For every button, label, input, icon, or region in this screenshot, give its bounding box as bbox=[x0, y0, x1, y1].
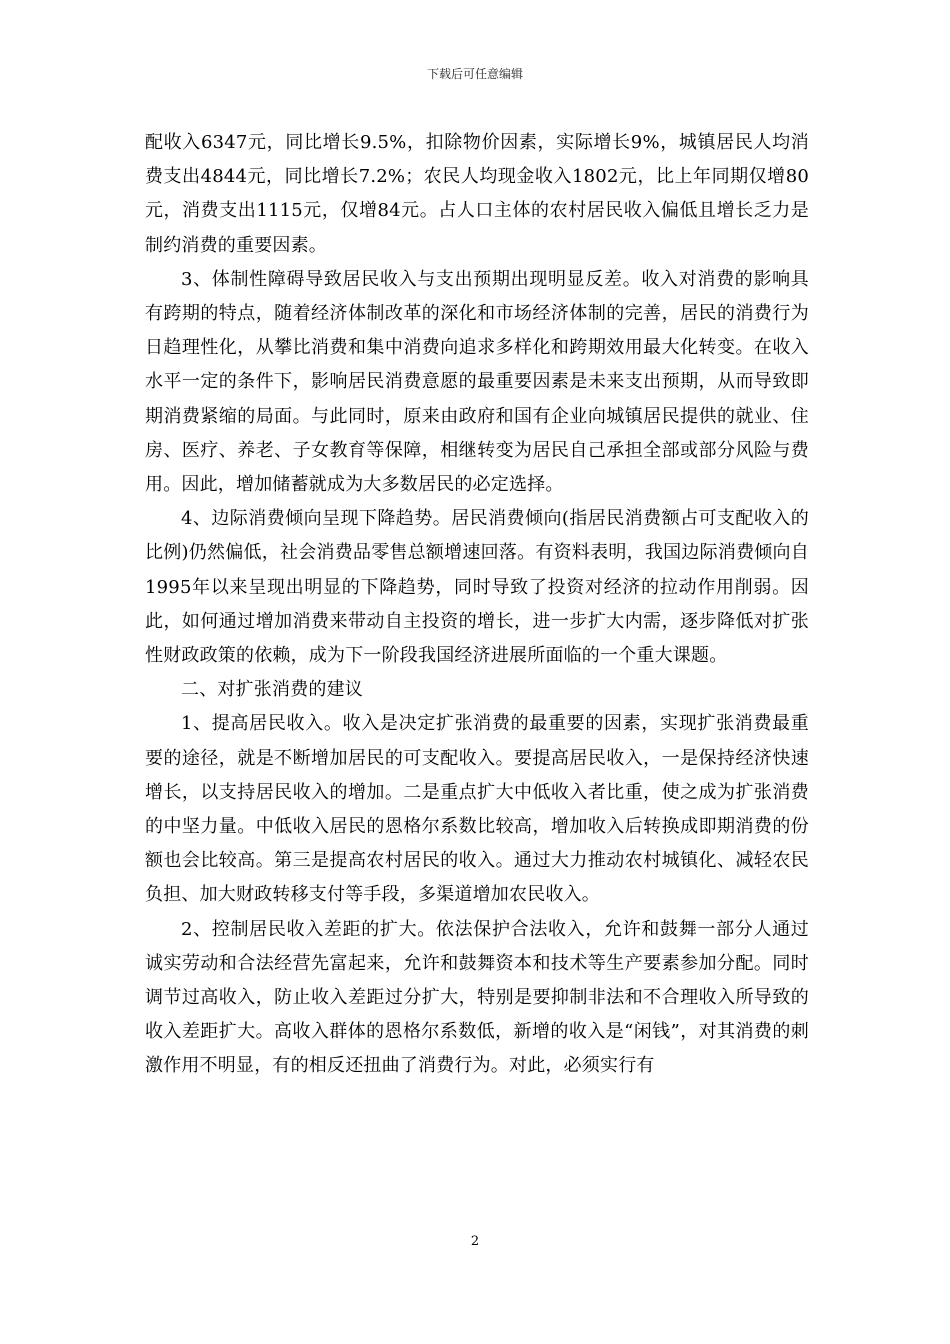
paragraph-marginal-propensity: 4、边际消费倾向呈现下降趋势。居民消费倾向(指居民消费额占可支配收入的比例)仍然偏低，社会消费品零售总额增速回落。有资料表明，我国边际消费倾向自1995年以来呈现出明显的下降趋势，同时导致了投资对经济的拉动作用削弱。因此，如何通过增加消费来带动自主投资的增长，进一步扩大内需，逐步降低对扩张性财政政策的依赖，成为下一阶段我国经济进展所面临的一个重大课题。 bbox=[145, 508, 809, 667]
page-number: 2 bbox=[470, 1234, 480, 1249]
section-heading-suggestions: 二、对扩张消费的建议 bbox=[181, 679, 363, 701]
page-header: 下载后可任意编辑 bbox=[426, 67, 523, 81]
document-body bbox=[145, 126, 809, 1084]
paragraph-institutional-barriers: 3、体制性障碍导致居民收入与支出预期出现明显反差。收入对消费的影响具有跨期的特点，随着经济体制改革的深化和市场经济体制的完善，居民的消费行为日趋理性化，从攀比消费和集中消费向追求多样化和跨期效用最大化转变。在收入水平一定的条件下，影响居民消费意愿的最重要因素是未来支出预期，从而导致即期消费紧缩的局面。与此同时，原来由政府和国有企业向城镇居民提供的就业、住房、医疗、养老、子女教育等保障，相继转变为居民自己承担全部或部分风险与费用。因此，增加储蓄就成为大多数居民的必定选择。 bbox=[145, 268, 809, 496]
paragraph-control-income-gap: 2、控制居民收入差距的扩大。依法保护合法收入，允许和鼓舞一部分人通过诚实劳动和合法经营先富起来，允许和鼓舞资本和技术等生产要素参加分配。同时调节过高收入，防止收入差距过分扩大，特别是要抑制非法和不合理收入所导致的收入差距扩大。高收入群体的恩格尔系数低，新增的收入是“闲钱”，对其消费的刺激作用不明显，有的相反还扭曲了消费行为。对此，必须实行有 bbox=[145, 918, 809, 1077]
paragraph-raise-income: 1、提高居民收入。收入是决定扩张消费的最重要的因素，实现扩张消费最重要的途径，就是不断增加居民的可支配收入。要提高居民收入，一是保持经济快速增长，以支持居民收入的增加。二是重点扩大中低收入者比重，使之成为扩张消费的中坚力量。中低收入居民的恩格尔系数比较高，增加收入后转换成即期消费的份额也会比较高。第三是提高农村居民的收入。通过大力推动农村城镇化、减轻农民负担、加大财政转移支付等手段，多渠道增加农民收入。 bbox=[145, 713, 809, 906]
paragraph-income-continuation: 配收入6347元，同比增长9.5%，扣除物价因素，实际增长9%，城镇居民人均消费支出4844元，同比增长7.2%；农民人均现金收入1802元，比上年同期仅增80元，消费支出1115元，仅增84元。占人口主体的农村居民收入偏低且增长乏力是制约消费的重要因素。 bbox=[145, 132, 809, 256]
